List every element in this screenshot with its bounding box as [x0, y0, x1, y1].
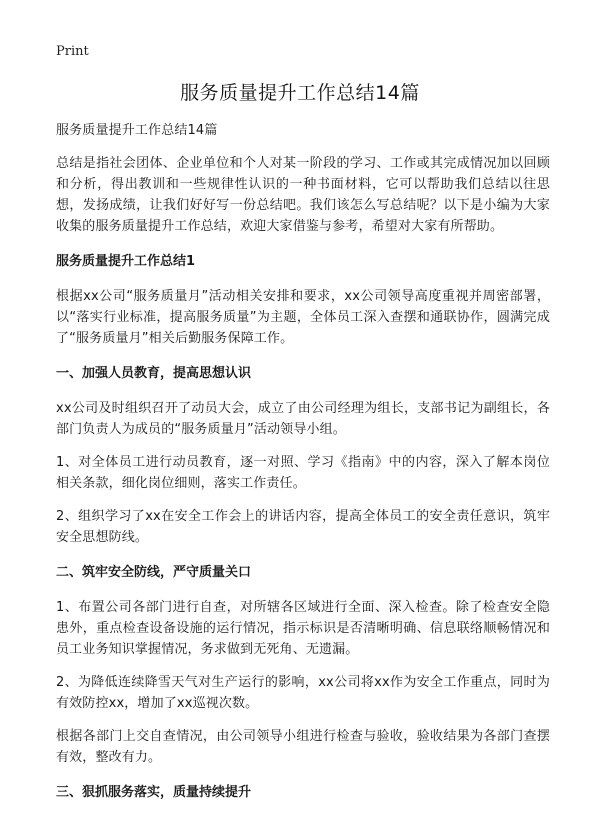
paragraph: xx公司及时组织召开了动员大会，成立了由公司经理为组长，支部书记为副组长，各部门负责人为成员的“服务质量月”活动领导小组。 [56, 401, 550, 437]
paragraph: 根据xx公司“服务质量月”活动相关安排和要求，xx公司领导高度重视并周密部署，以“落实行业标准，提高服务质量”为主题，全体员工深入查摆和通联协作，圆满完成了“服务质量月”相关后勤服务保障工作。 [56, 289, 550, 346]
document-body [56, 120, 550, 817]
section-heading: 二、筑牢安全防线，严守质量关口 [56, 565, 252, 580]
document-subtitle: 服务质量提升工作总结14篇 [56, 123, 218, 138]
paragraph: 1、对全体员工进行动员教育，逐一对照、学习《指南》中的内容，深入了解本岗位相关条款，细化岗位细则，落实工作责任。 [56, 455, 550, 491]
paragraph: 2、为降低连续降雪天气对生产运行的影响，xx公司将xx作为安全工作重点，同时为有效防控xx，增加了xx巡视次数。 [56, 675, 550, 711]
paragraph: 根据各部门上交自查情况，由公司领导小组进行检查与验收，验收结果为各部门查摆有效，整改有力。 [56, 729, 550, 765]
section-heading: 一、加强人员教育，提高思想认识 [56, 366, 252, 381]
section-heading: 三、狠抓服务落实，质量持续提升 [56, 785, 252, 800]
section-title: 服务质量提升工作总结1 [56, 254, 196, 269]
paragraph: 2、组织学习了xx在安全工作会上的讲话内容，提高全体员工的安全责任意识，筑牢安全思想防线。 [56, 509, 550, 545]
print-link[interactable]: Print [56, 44, 89, 59]
document-title: 服务质量提升工作总结14篇 [180, 82, 420, 104]
paragraph: 1、布置公司各部门进行自查，对所辖各区域进行全面、深入检查。除了检查安全隐患外，重点检查设备设施的运行情况，指示标识是否清晰明确、信息联络顺畅情况和员工业务知识掌握情况，务求做到无死角、无遗漏。 [56, 600, 550, 657]
intro-paragraph: 总结是指社会团体、企业单位和个人对某一阶段的学习、工作或其完成情况加以回顾和分析，得出教训和一些规律性认识的一种书面材料，它可以帮助我们总结以往思想，发扬成绩，让我们好好写一份总结吧。我们该怎么写总结呢？以下是小编为大家收集的服务质量提升工作总结，欢迎大家借鉴与参考，希望对大家有所帮助。 [56, 156, 550, 234]
